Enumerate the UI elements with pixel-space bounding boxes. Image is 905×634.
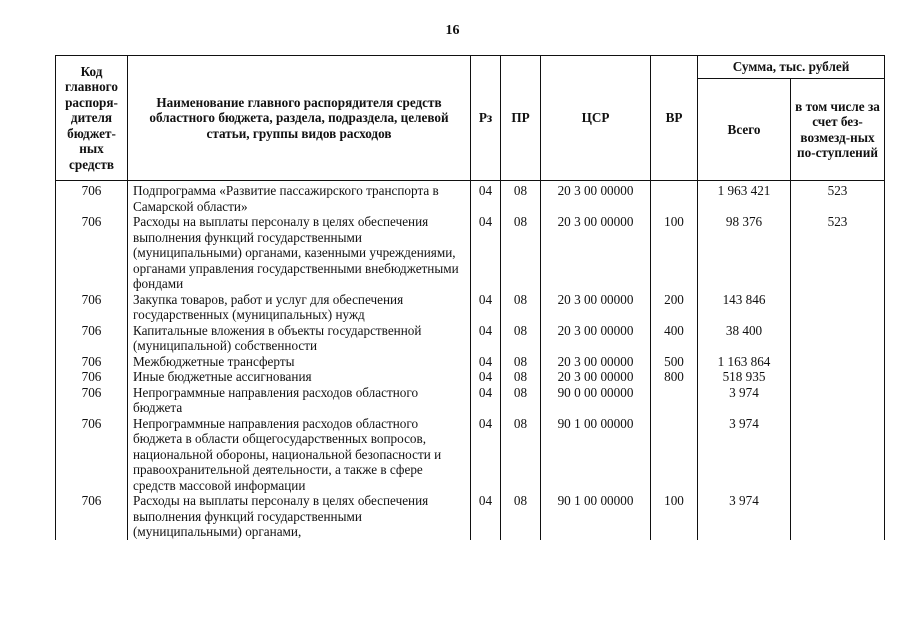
cell-kod: 706 (56, 354, 128, 370)
table-body (56, 181, 885, 540)
cell-pr: 08 (501, 181, 541, 215)
cell-name: Подпрограмма «Развитие пассажирского транспорта в Самарской области» (128, 181, 471, 215)
cell-kod: 706 (56, 416, 128, 494)
cell-free (791, 354, 885, 370)
cell-rz: 04 (471, 323, 501, 354)
cell-name: Расходы на выплаты персоналу в целях обеспечения выполнения функций государственными (муниципальными) органами, казенными учреждениями, органами управления государственными внебюджетными фондами (128, 214, 471, 292)
table-row (56, 354, 885, 370)
header-vr: ВР (651, 56, 698, 181)
cell-csr: 90 1 00 00000 (541, 416, 651, 494)
cell-pr: 08 (501, 493, 541, 540)
cell-vr (651, 416, 698, 494)
cell-kod: 706 (56, 181, 128, 215)
header-free: в том числе за счет без-возмезд-ных по-ступлений (791, 79, 885, 181)
cell-pr: 08 (501, 369, 541, 385)
cell-free (791, 292, 885, 323)
cell-total: 3 974 (698, 416, 791, 494)
cell-kod: 706 (56, 385, 128, 416)
cell-vr (651, 181, 698, 215)
cell-pr: 08 (501, 214, 541, 292)
cell-name: Межбюджетные трансферты (128, 354, 471, 370)
cell-csr: 90 1 00 00000 (541, 493, 651, 540)
cell-vr: 800 (651, 369, 698, 385)
cell-free (791, 323, 885, 354)
cell-pr: 08 (501, 292, 541, 323)
header-csr: ЦСР (541, 56, 651, 181)
cell-free: 523 (791, 181, 885, 215)
cell-kod: 706 (56, 493, 128, 540)
cell-rz: 04 (471, 214, 501, 292)
cell-pr: 08 (501, 385, 541, 416)
cell-vr: 200 (651, 292, 698, 323)
table-row (56, 292, 885, 323)
header-name: Наименование главного распорядителя средств областного бюджета, раздела, подраздела, целевой статьи, группы видов расходов (128, 56, 471, 181)
cell-vr: 500 (651, 354, 698, 370)
cell-kod: 706 (56, 292, 128, 323)
table-row (56, 369, 885, 385)
cell-free (791, 369, 885, 385)
page-number: 16 (445, 23, 460, 38)
cell-vr (651, 385, 698, 416)
cell-pr: 08 (501, 354, 541, 370)
cell-csr: 20 3 00 00000 (541, 214, 651, 292)
header-sum: Сумма, тыс. рублей (698, 56, 885, 79)
table-row (56, 181, 885, 215)
cell-kod: 706 (56, 323, 128, 354)
table-row (56, 385, 885, 416)
table-row (56, 214, 885, 292)
cell-name: Капитальные вложения в объекты государственной (муниципальной) собственности (128, 323, 471, 354)
cell-total: 518 935 (698, 369, 791, 385)
cell-free (791, 385, 885, 416)
table-header (56, 56, 885, 181)
cell-rz: 04 (471, 369, 501, 385)
cell-rz: 04 (471, 385, 501, 416)
cell-rz: 04 (471, 416, 501, 494)
cell-total: 3 974 (698, 385, 791, 416)
cell-name: Иные бюджетные ассигнования (128, 369, 471, 385)
cell-pr: 08 (501, 323, 541, 354)
cell-name: Расходы на выплаты персоналу в целях обеспечения выполнения функций государственными (муниципальными) органами, (128, 493, 471, 540)
table-row (56, 323, 885, 354)
cell-pr: 08 (501, 416, 541, 494)
cell-kod: 706 (56, 369, 128, 385)
cell-name: Непрограммные направления расходов областного бюджета (128, 385, 471, 416)
header-rz: Рз (471, 56, 501, 181)
cell-total: 38 400 (698, 323, 791, 354)
cell-vr: 100 (651, 493, 698, 540)
cell-total: 98 376 (698, 214, 791, 292)
table-row (56, 416, 885, 494)
table-row (56, 493, 885, 540)
cell-vr: 400 (651, 323, 698, 354)
cell-csr: 20 3 00 00000 (541, 323, 651, 354)
header-total: Всего (698, 79, 791, 181)
cell-csr: 20 3 00 00000 (541, 181, 651, 215)
cell-free (791, 416, 885, 494)
cell-csr: 90 0 00 00000 (541, 385, 651, 416)
cell-csr: 20 3 00 00000 (541, 354, 651, 370)
cell-kod: 706 (56, 214, 128, 292)
cell-vr: 100 (651, 214, 698, 292)
cell-total: 143 846 (698, 292, 791, 323)
budget-table (55, 55, 885, 540)
cell-name: Закупка товаров, работ и услуг для обеспечения государственных (муниципальных) нужд (128, 292, 471, 323)
cell-rz: 04 (471, 493, 501, 540)
cell-total: 1 963 421 (698, 181, 791, 215)
cell-free: 523 (791, 214, 885, 292)
cell-rz: 04 (471, 292, 501, 323)
cell-free (791, 493, 885, 540)
cell-name: Непрограммные направления расходов областного бюджета в области общегосударственных вопросов, национальной обороны, национальной безопасности и правоохранительной деятельности, а также в сфере средств массовой информации (128, 416, 471, 494)
cell-rz: 04 (471, 181, 501, 215)
header-kod: Код главного распоря-дителя бюджет-ных средств (56, 56, 128, 181)
cell-csr: 20 3 00 00000 (541, 369, 651, 385)
cell-total: 1 163 864 (698, 354, 791, 370)
cell-csr: 20 3 00 00000 (541, 292, 651, 323)
header-pr: ПР (501, 56, 541, 181)
cell-rz: 04 (471, 354, 501, 370)
cell-total: 3 974 (698, 493, 791, 540)
